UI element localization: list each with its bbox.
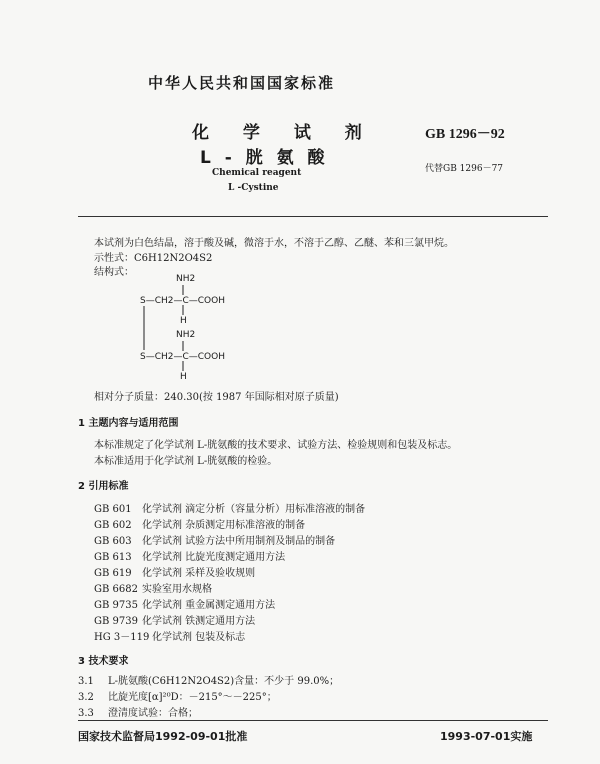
formula-value: C6H12N2O4S2: [134, 253, 213, 264]
section-2-title: 2 引用标准: [78, 481, 129, 492]
reference-row: [94, 516, 305, 531]
reference-code: GB 9735: [94, 600, 138, 611]
requirement-item: [78, 688, 277, 703]
reference-text: 化学试剂 重金属测定通用方法: [142, 600, 276, 611]
formula-line: [94, 249, 212, 264]
standard-code: GB 1296－92: [425, 127, 505, 142]
effective-date: 1993-07-01实施: [440, 730, 533, 743]
section-1-paragraph-2: 本标准适用于化学试剂 L-胱氨酸的检验。: [94, 456, 278, 467]
molecular-mass: 相对分子质量：240.30(按 1987 年国际相对原子质量): [94, 392, 339, 403]
subtitle-english: L -Cystine: [228, 183, 279, 193]
issued-date: 国家技术监督局1992-09-01批准: [78, 730, 248, 743]
replaces-standard: 代替GB 1296－77: [425, 164, 504, 174]
reference-row: [94, 564, 255, 579]
section-1-title: 1 主题内容与适用范围: [78, 418, 179, 429]
reference-text: 化学试剂 采样及验收规则: [142, 568, 256, 579]
reference-text: 化学试剂 包装及标志: [152, 632, 246, 643]
structure-label: 结构式：: [94, 267, 134, 278]
structural-formula: [140, 272, 250, 384]
reference-text: 化学试剂 杂质测定用标准溶液的制备: [142, 520, 306, 531]
header-divider: [78, 216, 548, 217]
reference-text: 化学试剂 试验方法中所用制剂及制品的制备: [142, 536, 336, 547]
requirement-text: 比旋光度[α]²⁰D：－215°～－225°；: [108, 692, 277, 703]
requirement-item: [78, 704, 198, 719]
requirement-number: 3.1: [78, 676, 94, 687]
h-bottom: H: [180, 372, 187, 382]
requirement-item: [78, 672, 339, 687]
reference-code: GB 613: [94, 552, 132, 563]
structure-row-1: S—CH2—C—COOH: [140, 296, 225, 306]
reference-code: GB 9739: [94, 616, 138, 627]
nation-standard-heading: 中华人民共和国国家标准: [148, 74, 336, 92]
reference-code: GB 602: [94, 520, 132, 531]
section-1-paragraph-1: 本标准规定了化学试剂 L-胱氨酸的技术要求、试验方法、检验规则和包装及标志。: [94, 440, 458, 451]
structure-bonds: [140, 272, 250, 384]
title-english: Chemical reagent: [212, 168, 302, 178]
reference-row: [94, 628, 245, 643]
title-chinese: 化 学 试 剂: [192, 123, 376, 143]
formula-label: 示性式：: [94, 253, 134, 264]
reference-text: 实验室用水规格: [142, 584, 212, 595]
requirement-number: 3.2: [78, 692, 94, 703]
footer-divider: [78, 720, 548, 721]
requirement-number: 3.3: [78, 708, 94, 719]
reference-text: 化学试剂 比旋光度测定通用方法: [142, 552, 286, 563]
reference-text: 化学试剂 铁测定通用方法: [142, 616, 256, 627]
structure-row-2: S—CH2—C—COOH: [140, 352, 225, 362]
reference-row: [94, 596, 275, 611]
section-3-title: 3 技术要求: [78, 656, 129, 667]
reference-code: GB 619: [94, 568, 132, 579]
nh2-bottom: NH2: [176, 330, 196, 340]
intro-description: 本试剂为白色结晶，溶于酸及碱，微溶于水，不溶于乙醇、乙醚、苯和三氯甲烷。: [94, 238, 454, 249]
reference-row: [94, 612, 255, 627]
reference-code: HG 3－119: [94, 632, 150, 643]
requirement-text: 澄清度试验：合格；: [108, 708, 198, 719]
reference-row: [94, 532, 335, 547]
reference-code: GB 6682: [94, 584, 138, 595]
reference-row: [94, 580, 212, 595]
requirement-text: L-胱氨酸(C6H12N2O4S2)含量：不少于 99.0%；: [108, 676, 340, 687]
h-top: H: [180, 316, 187, 326]
subtitle-chinese: L - 胱 氨 酸: [200, 148, 329, 168]
reference-code: GB 601: [94, 504, 132, 515]
nh2-top: NH2: [176, 274, 196, 284]
reference-row: [94, 548, 285, 563]
reference-row: [94, 500, 365, 515]
reference-text: 化学试剂 滴定分析（容量分析）用标准溶液的制备: [142, 504, 366, 515]
reference-code: GB 603: [94, 536, 132, 547]
